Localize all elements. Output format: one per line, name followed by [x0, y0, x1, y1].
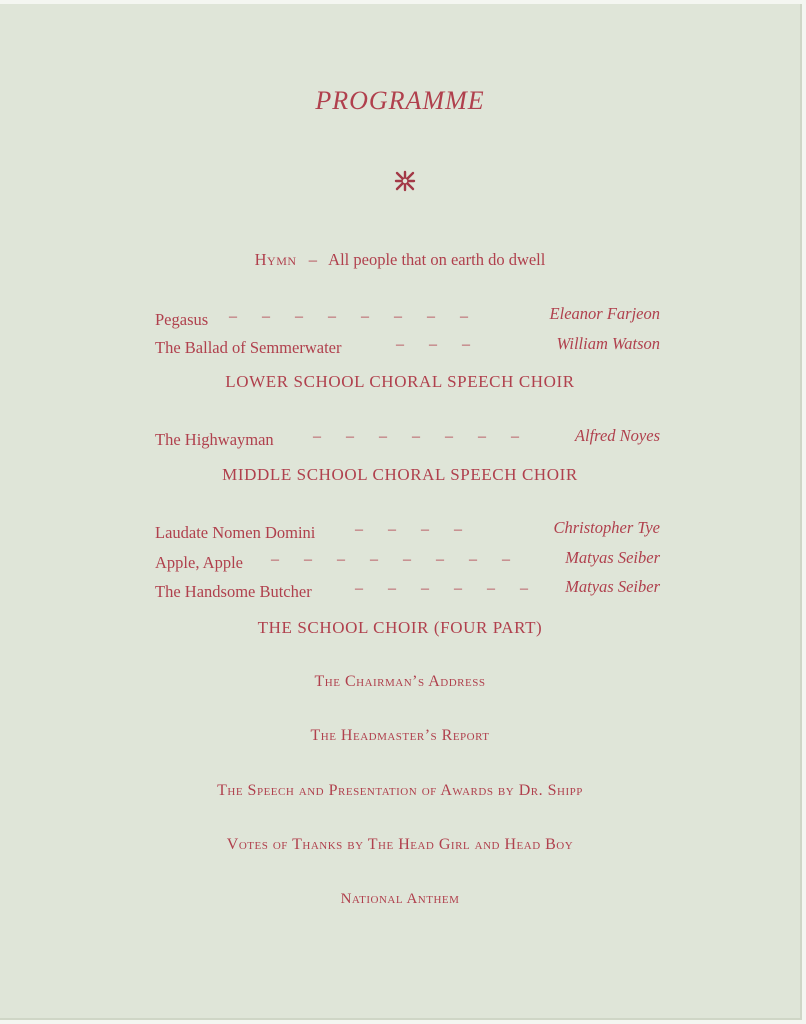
work-author: Eleanor Farjeon	[549, 304, 660, 323]
work-title: Pegasus	[155, 310, 209, 329]
work-author: William Watson	[556, 334, 660, 353]
work-title: The Handsome Butcher	[155, 582, 312, 601]
hymn-line	[0, 250, 800, 270]
programme-title: PROGRAMME	[315, 86, 485, 115]
leader-dashes: – – –	[396, 336, 470, 353]
leader-dashes: – – – – – – –	[313, 428, 519, 445]
choir-heading: LOWER SCHOOL CHORAL SPEECH CHOIR	[225, 372, 575, 391]
closing-item: National Anthem	[340, 891, 460, 907]
closing-item: The Chairman’s Address	[314, 673, 486, 690]
hymn-label: Hymn	[254, 250, 297, 269]
programme-sheet	[0, 4, 802, 1020]
ornament-icon	[394, 170, 416, 192]
closing-item: The Headmaster’s Report	[310, 727, 490, 744]
choir-heading: THE SCHOOL CHOIR (FOUR PART)	[257, 618, 543, 637]
work-author: Christopher Tye	[553, 518, 660, 537]
work-title: Apple, Apple	[155, 553, 243, 572]
choir-heading: MIDDLE SCHOOL CHORAL SPEECH CHOIR	[222, 465, 578, 484]
leader-dashes: – – – – – – – –	[229, 308, 468, 325]
closing-item: The Speech and Presentation of Awards by Dr. Shipp	[217, 782, 583, 799]
leader-dashes: – – – –	[355, 521, 462, 538]
work-title: The Ballad of Semmerwater	[155, 338, 342, 357]
work-title: The Highwayman	[155, 430, 274, 449]
hymn-text: All people that on earth do dwell	[328, 250, 546, 269]
work-author: Matyas Seiber	[565, 577, 660, 596]
closing-item: Votes of Thanks by The Head Girl and Head Boy	[226, 836, 574, 853]
work-author: Alfred Noyes	[574, 426, 660, 445]
hymn-dash: –	[308, 250, 317, 269]
work-title: Laudate Nomen Domini	[155, 523, 316, 542]
leader-dashes: – – – – – –	[355, 580, 528, 597]
work-author: Matyas Seiber	[565, 548, 660, 567]
leader-dashes: – – – – – – – –	[271, 551, 510, 568]
